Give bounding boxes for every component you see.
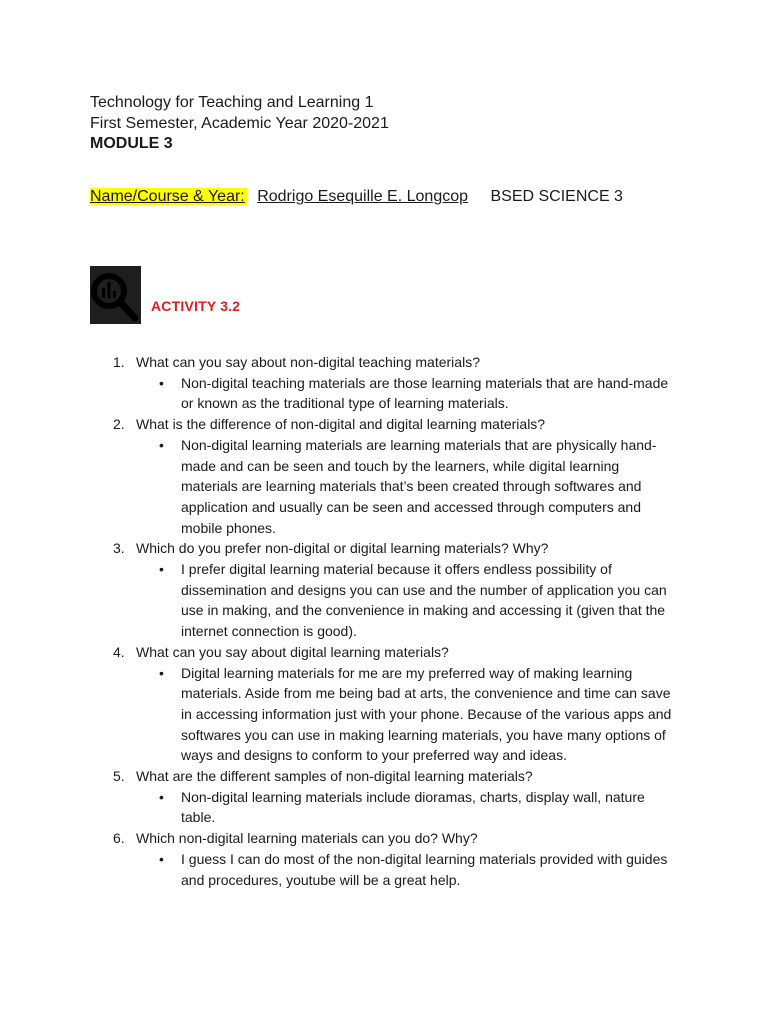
list-item — [113, 414, 736, 538]
name-course-label: Name/Course & Year: — [90, 188, 245, 205]
list-item — [113, 538, 736, 642]
bullet-icon: • — [159, 664, 164, 681]
student-course: BSED SCIENCE 3 — [490, 188, 623, 205]
list-item — [113, 352, 736, 414]
semester-line: First Semester, Academic Year 2020-2021 — [90, 114, 389, 132]
answer-list — [136, 663, 676, 767]
answer-list — [136, 559, 676, 642]
bullet-icon: • — [159, 850, 164, 867]
answer-text: Non-digital learning materials are learning materials that are physically hand-made and can be seen and touch by the learners, while digital learning materials are learning materials that’s been created through softwares and application and usually can be seen and accessed through computers and mobile phones. — [181, 436, 657, 536]
activity-heading-row — [90, 266, 390, 324]
question-text: What can you say about digital learning materials? — [136, 643, 449, 660]
answer-item — [159, 787, 676, 828]
document-header — [90, 93, 389, 155]
question-number: 4. — [113, 643, 125, 660]
question-text: What are the different samples of non-digital learning materials? — [136, 768, 533, 785]
question-text: Which do you prefer non-digital or digital learning materials? Why? — [136, 540, 549, 557]
answer-list — [136, 849, 676, 890]
question-number: 3. — [113, 540, 125, 557]
question-text: What is the difference of non-digital and digital learning materials? — [136, 416, 546, 433]
list-item — [113, 642, 736, 766]
answer-list — [136, 435, 676, 539]
answer-item — [159, 849, 676, 890]
answer-item — [159, 663, 676, 767]
answer-text: Non-digital teaching materials are those learning materials that are hand-made or known as the traditional type of learning materials. — [181, 374, 669, 412]
question-number: 5. — [113, 768, 125, 785]
list-item — [113, 828, 736, 890]
question-list — [90, 352, 736, 890]
question-text: Which non-digital learning materials can you do? Why? — [136, 830, 478, 847]
answer-item — [159, 559, 676, 642]
module-heading: MODULE 3 — [90, 135, 173, 152]
bullet-icon: • — [159, 561, 164, 578]
student-name: Rodrigo Esequille E. Longcop — [257, 188, 469, 205]
answer-text: Non-digital learning materials include dioramas, charts, display wall, nature table. — [181, 788, 645, 826]
answer-text: I guess I can do most of the non-digital learning materials provided with guides and procedures, youtube will be a great help. — [181, 850, 668, 888]
answer-text: Digital learning materials for me are my preferred way of making learning materials. Aside from me being bad at arts, the convenience and time can save in accessing information just with your phone. Because of the various apps and softwares you can use in making learning materials, you have many options of ways and designs to conform to your preferred way and ideas. — [181, 664, 672, 764]
question-number: 6. — [113, 830, 125, 847]
answer-list — [136, 787, 676, 828]
course-title: Technology for Teaching and Learning 1 — [90, 94, 374, 111]
answer-list — [136, 373, 676, 414]
question-number: 2. — [113, 416, 125, 433]
question-text: What can you say about non-digital teaching materials? — [136, 354, 480, 370]
magnifier-chart-icon — [90, 266, 141, 324]
bullet-icon: • — [159, 788, 164, 805]
list-item — [113, 766, 736, 828]
bullet-icon: • — [159, 374, 164, 391]
question-number: 1. — [113, 354, 125, 370]
student-info-line — [90, 187, 623, 207]
bullet-icon: • — [159, 436, 164, 453]
answer-text: I prefer digital learning material because it offers endless possibility of dissemination and designs you can use and the number of application you can use in making, and the convenience in making and accessing it (given that the internet connection is good). — [181, 561, 667, 640]
answer-item — [159, 373, 676, 414]
answer-item — [159, 435, 676, 539]
activity-title: ACTIVITY 3.2 — [151, 298, 241, 314]
